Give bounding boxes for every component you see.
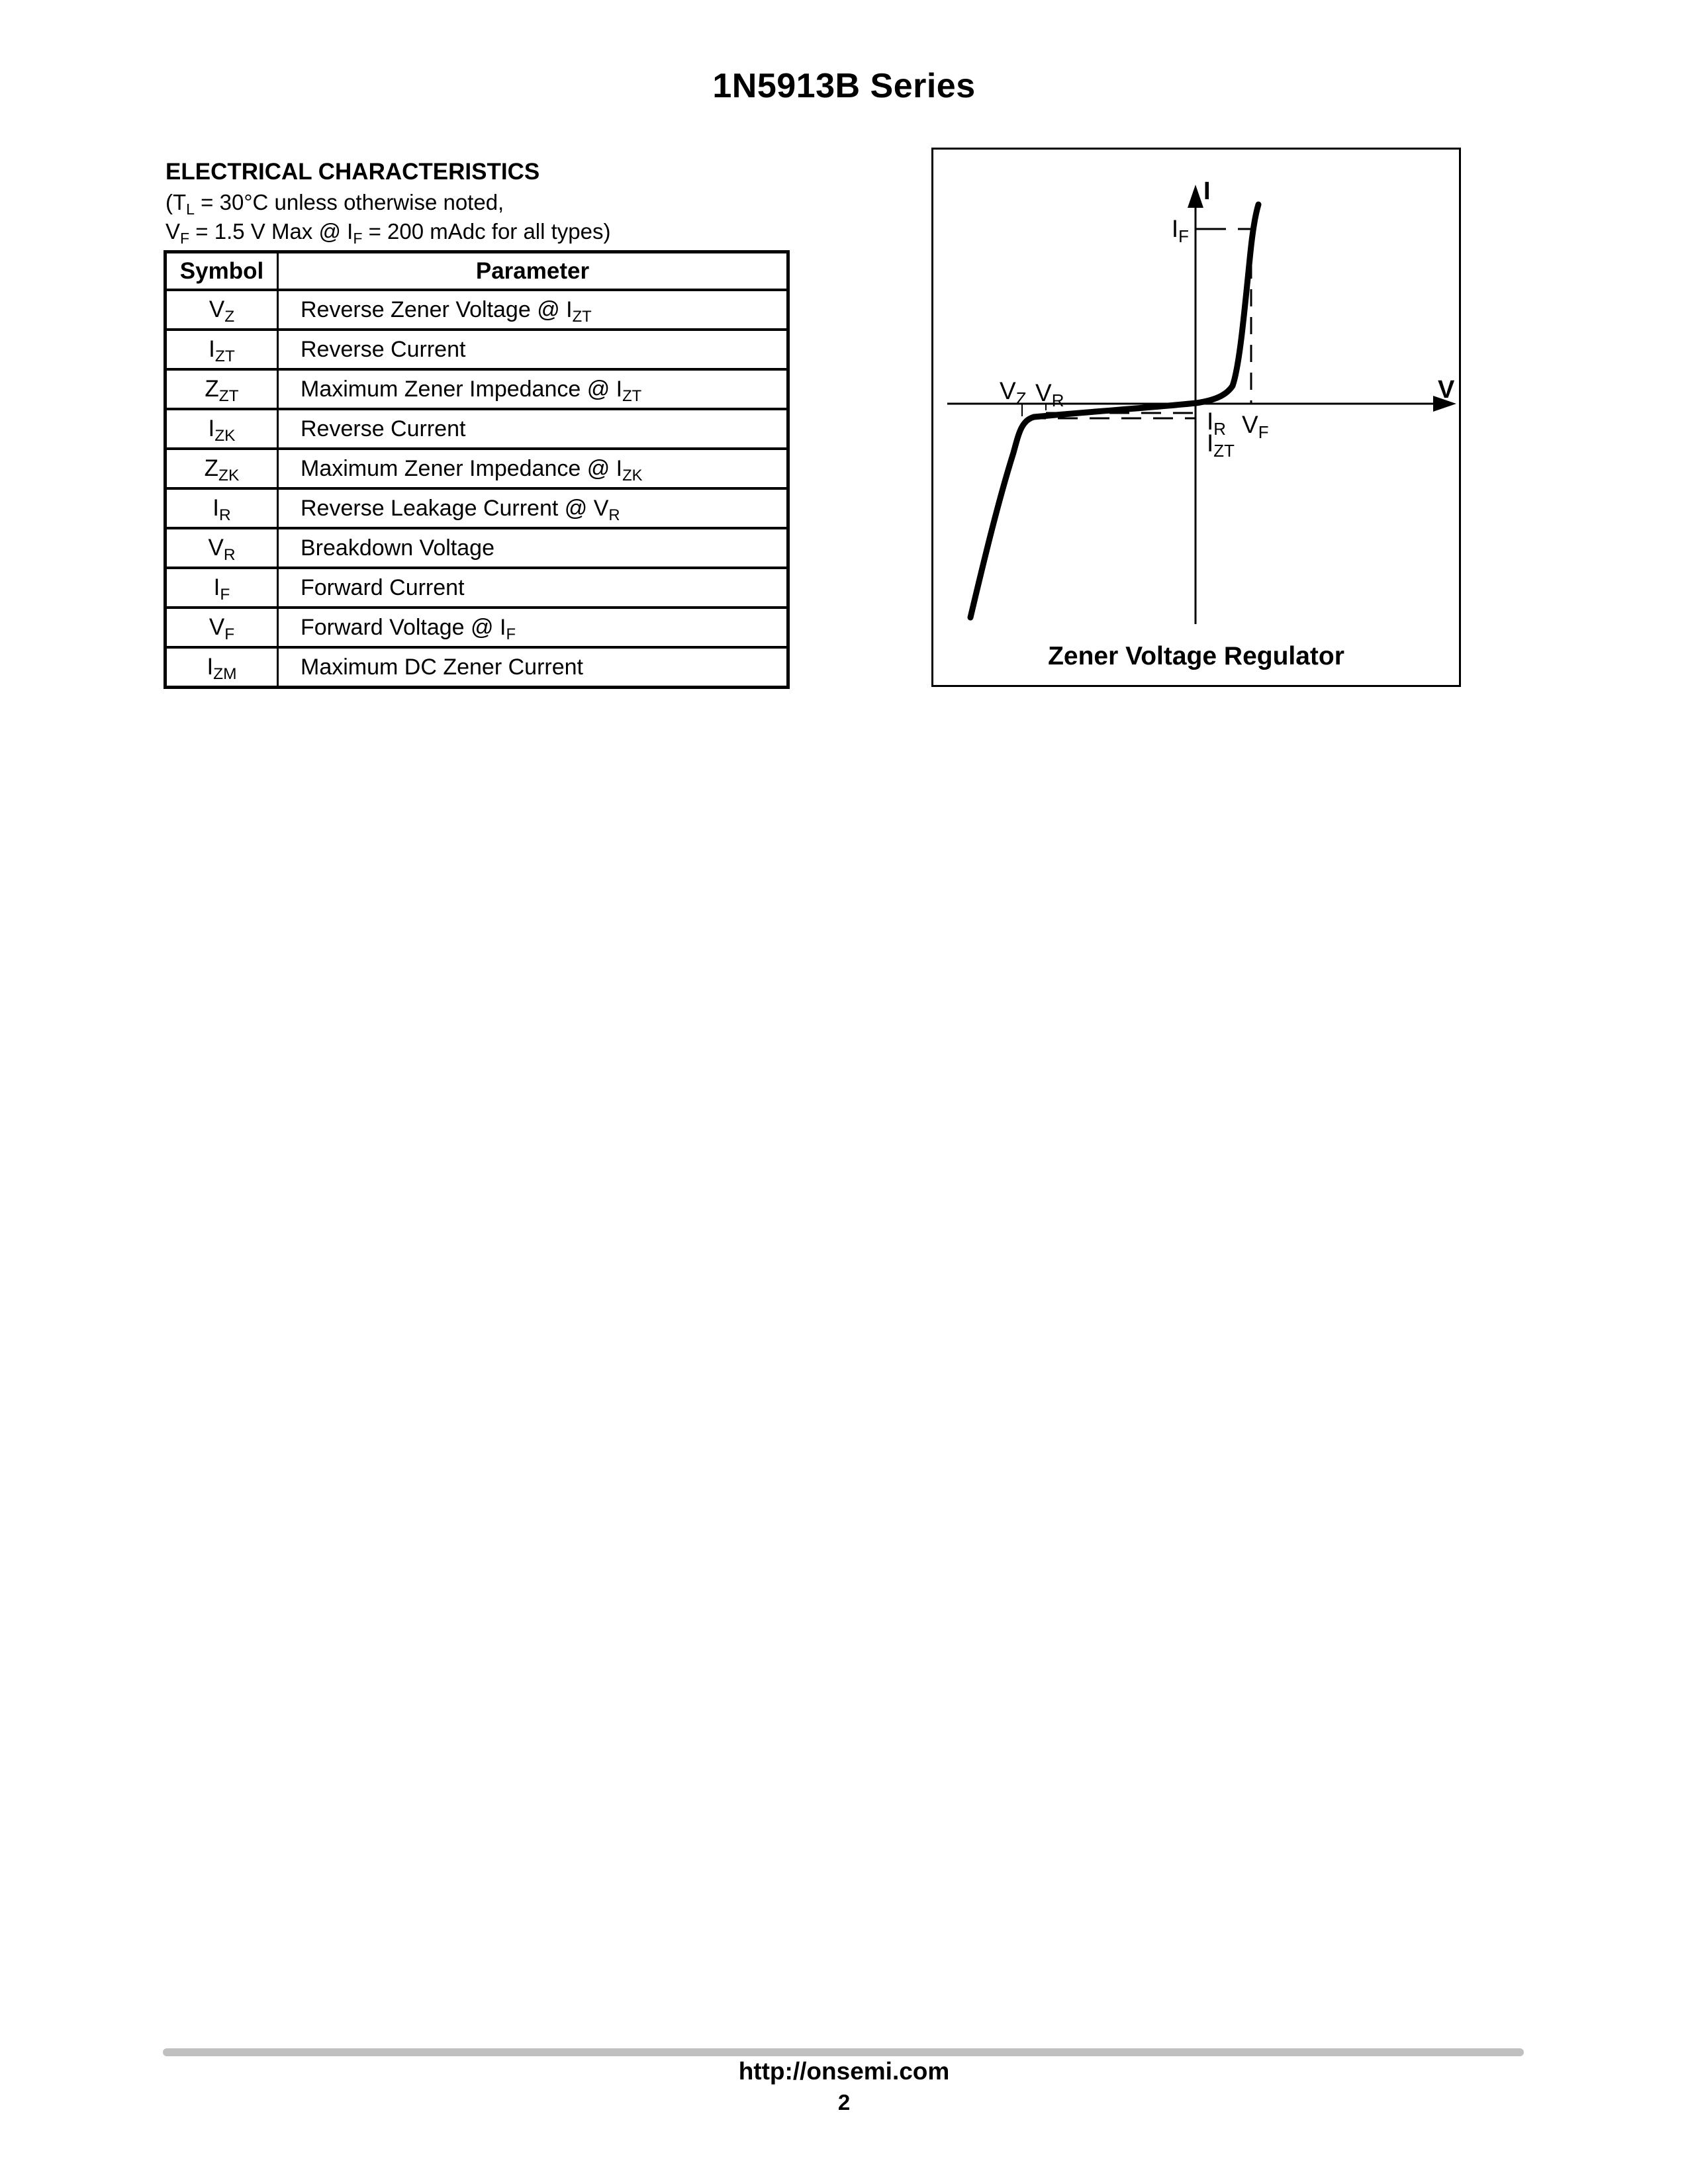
section-heading: ELECTRICAL CHARACTERISTICS [165,159,540,185]
if-point-label: $I_F$ [1171,215,1189,246]
parameter-cell: Forward Voltage @ $I_F$ [278,608,788,647]
table-row [165,409,788,449]
parameter-cell: Maximum Zener Impedance @ $I_{ZT}$ [278,369,788,409]
characteristics-table [164,250,790,689]
table-row [165,488,788,528]
table-row [165,647,788,688]
parameter-cell: Maximum DC Zener Current [278,647,788,688]
symbol-cell: $I_{ZT}$ [165,330,278,369]
figure-caption: Zener Voltage Regulator [1048,642,1344,670]
symbol-cell: $I_{ZK}$ [165,409,278,449]
column-header-symbol: Symbol [165,252,278,291]
table-row [165,290,788,330]
vf-point-label: $V_F$ [1242,411,1269,442]
izt-point-label: $I_{ZT}$ [1207,430,1235,461]
zener-iv-figure [931,148,1461,687]
table-header-row [165,252,788,291]
vr-point-label: $V_R$ [1035,379,1064,410]
footer-url[interactable]: http://onsemi.com [738,2058,950,2085]
parameter-cell: Breakdown Voltage [278,528,788,568]
table-row [165,568,788,608]
current-axis-label: I [1203,177,1211,205]
parameter-cell: Maximum Zener Impedance @ $I_{ZK}$ [278,449,788,488]
footer-divider-bar [163,2048,1524,2056]
table-row [165,330,788,369]
symbol-cell: $V_F$ [165,608,278,647]
parameter-cell: Reverse Current [278,409,788,449]
symbol-cell: $V_R$ [165,528,278,568]
iv-curve-plot [933,150,1459,685]
parameter-cell: Reverse Current [278,330,788,369]
table-row [165,528,788,568]
condition-line-2: $V_F = 1.5$ V Max @ $I_F = 200$ mAdc for all types) [165,219,611,247]
symbol-cell: $Z_{ZK}$ [165,449,278,488]
column-header-parameter: Parameter [278,252,788,291]
condition-line-1: ($T_L = 30^\circ C$ unless otherwise noted, [165,190,504,218]
parameter-cell: Forward Current [278,568,788,608]
parameter-cell: Reverse Zener Voltage @ $I_{ZT}$ [278,290,788,330]
characteristics-table-body [165,290,788,688]
symbol-cell: $V_Z$ [165,290,278,330]
symbol-cell: $I_R$ [165,488,278,528]
parameter-cell: Reverse Leakage Current @ $V_R$ [278,488,788,528]
vz-point-label: $V_Z$ [1000,377,1027,408]
ir-point-label: $I_R$ [1207,408,1226,439]
table-row [165,608,788,647]
symbol-cell: $I_{ZM}$ [165,647,278,688]
symbol-cell: $Z_{ZT}$ [165,369,278,409]
symbol-cell: $I_F$ [165,568,278,608]
voltage-axis-label: V [1438,376,1455,404]
table-row [165,369,788,409]
page-title: 1N5913B Series [712,67,976,105]
current-axis-arrow [1188,185,1203,208]
page-number: 2 [837,2090,851,2115]
table-row [165,449,788,488]
